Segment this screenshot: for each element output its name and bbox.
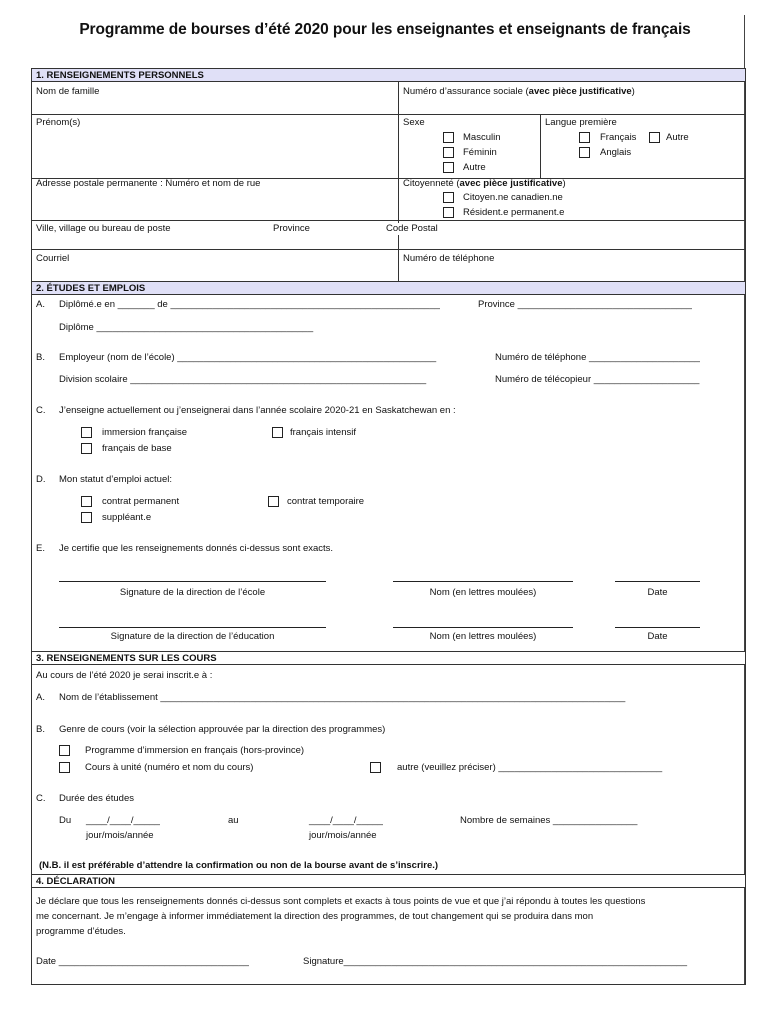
telephone-line[interactable]: Numéro de téléphone _____________________ bbox=[495, 352, 700, 363]
code-postal-field[interactable]: Code Postal bbox=[386, 223, 438, 234]
genre-option-label: Cours à unité (numéro et nom du cours) bbox=[85, 762, 254, 773]
telecopieur-line[interactable]: Numéro de télécopieur ____________________ bbox=[495, 374, 700, 385]
statut-option-label: contrat temporaire bbox=[287, 496, 365, 507]
column-divider bbox=[540, 114, 541, 178]
francais-de-base-checkbox[interactable] bbox=[81, 443, 92, 454]
item-letter: D. bbox=[36, 474, 46, 485]
langue-anglais-checkbox[interactable] bbox=[579, 147, 590, 158]
sexe-feminin-checkbox[interactable] bbox=[443, 147, 454, 158]
declaration-text: programme d’études. bbox=[36, 926, 126, 937]
sexe-label: Sexe bbox=[403, 117, 425, 128]
declaration-date-line[interactable]: Date ____________________________________ bbox=[36, 956, 249, 967]
statut-option-label: contrat permanent bbox=[102, 496, 180, 507]
francais-intensif-checkbox[interactable] bbox=[272, 427, 283, 438]
diplome-line[interactable]: Diplôme _________________________________________ bbox=[59, 322, 314, 333]
nom-caption: Nom (en lettres moulées) bbox=[429, 587, 537, 598]
division-line[interactable]: Division scolaire ________________________________________________________ bbox=[59, 374, 427, 385]
langue-autre-checkbox[interactable] bbox=[649, 132, 660, 143]
langue-option-label: Anglais bbox=[600, 147, 632, 158]
duree-label: Durée des études bbox=[59, 793, 134, 804]
diplome-en-line[interactable]: Diplômé.e en _______ de ___________________________________________________ bbox=[59, 299, 440, 310]
autre-cours-line[interactable]: autre (veuillez préciser) _______________________________ bbox=[397, 762, 663, 773]
contrat-permanent-checkbox[interactable] bbox=[81, 496, 92, 507]
date-education-line[interactable] bbox=[615, 627, 700, 628]
citoyen-checkbox[interactable] bbox=[443, 192, 454, 203]
etablissement-line[interactable]: Nom de l’établissement ________________________________________________________________________________________ bbox=[59, 692, 626, 703]
autre-cours-checkbox[interactable] bbox=[370, 762, 381, 773]
langue-francais-checkbox[interactable] bbox=[579, 132, 590, 143]
section-1-header: 1. RENSEIGNEMENTS PERSONNELS bbox=[32, 68, 745, 82]
application-form bbox=[31, 68, 746, 985]
courriel-field[interactable]: Courriel bbox=[36, 253, 70, 264]
item-letter: B. bbox=[36, 352, 45, 363]
date-debut-line[interactable]: ____/____/_____ bbox=[86, 815, 160, 826]
declaration-text: me concernant. Je m’engage à informer immédiatement la direction des programmes, de tout changement qui se produira dans mon bbox=[36, 911, 594, 922]
province-field[interactable]: Province bbox=[273, 223, 310, 234]
resident-checkbox[interactable] bbox=[443, 207, 454, 218]
prenom-field[interactable]: Prénom(s) bbox=[36, 117, 81, 128]
au-label: au bbox=[228, 815, 239, 826]
telephone-field[interactable]: Numéro de téléphone bbox=[403, 253, 495, 264]
citoyennete-label: Citoyenneté (avec pièce justificative) bbox=[403, 178, 566, 189]
genre-cours-question: Genre de cours (voir la sélection approuvée par la direction des programmes) bbox=[59, 724, 386, 735]
declaration-text: Je déclare que tous les renseignements donnés ci-dessus sont complets et exacts à tous points de vue et que j’ai répondu à toutes les questions bbox=[36, 896, 646, 907]
section-3-header: 3. RENSEIGNEMENTS SUR LES COURS bbox=[32, 651, 745, 665]
ville-field[interactable]: Ville, village ou bureau de poste bbox=[36, 223, 171, 234]
programme-option-label: français intensif bbox=[290, 427, 357, 438]
contrat-temporaire-checkbox[interactable] bbox=[268, 496, 279, 507]
sexe-masculin-checkbox[interactable] bbox=[443, 132, 454, 143]
langue-option-label: Autre bbox=[666, 132, 689, 143]
genre-option-label: Programme d’immersion en français (hors-province) bbox=[85, 745, 305, 756]
column-divider bbox=[398, 82, 399, 281]
du-label: Du bbox=[59, 815, 72, 826]
sexe-option-label: Féminin bbox=[463, 147, 497, 158]
section-2-header: 2. ÉTUDES ET EMPLOIS bbox=[32, 281, 745, 295]
nom-ecole-line[interactable] bbox=[393, 581, 573, 582]
adresse-field[interactable]: Adresse postale permanente : Numéro et nom de rue bbox=[36, 178, 261, 189]
nas-field[interactable]: Numéro d’assurance sociale (avec pièce justificative) bbox=[403, 86, 635, 97]
immersion-hors-province-checkbox[interactable] bbox=[59, 745, 70, 756]
item-letter: E. bbox=[36, 543, 45, 554]
suppleant-checkbox[interactable] bbox=[81, 512, 92, 523]
item-letter: B. bbox=[36, 724, 45, 735]
langue-option-label: Français bbox=[600, 132, 637, 143]
sexe-autre-checkbox[interactable] bbox=[443, 162, 454, 173]
nom-de-famille-field[interactable]: Nom de famille bbox=[36, 86, 100, 97]
employeur-line[interactable]: Employeur (nom de l’école) _________________________________________________ bbox=[59, 352, 437, 363]
item-letter: C. bbox=[36, 405, 46, 416]
langue-label: Langue première bbox=[545, 117, 617, 128]
section-4-header: 4. DÉCLARATION bbox=[32, 874, 745, 888]
enseigne-question: J’enseigne actuellement ou j’enseignerai dans l’année scolaire 2020-21 en Saskatchewan en : bbox=[59, 405, 456, 416]
programme-option-label: français de base bbox=[102, 443, 172, 454]
item-letter: C. bbox=[36, 793, 46, 804]
signature-caption: Signature de la direction de l’éducation bbox=[110, 631, 275, 642]
date-caption: Date bbox=[647, 631, 668, 642]
immersion-checkbox[interactable] bbox=[81, 427, 92, 438]
item-letter: A. bbox=[36, 692, 45, 703]
declaration-signature-line[interactable]: Signature_________________________________________________________________ bbox=[303, 956, 688, 967]
nom-education-line[interactable] bbox=[393, 627, 573, 628]
sexe-option-label: Autre bbox=[463, 162, 486, 173]
signature-education-line[interactable] bbox=[59, 627, 326, 628]
signature-caption: Signature de la direction de l’école bbox=[119, 587, 266, 598]
cours-intro: Au cours de l’été 2020 je serai inscrit.e à : bbox=[36, 670, 213, 681]
statut-question: Mon statut d’emploi actuel: bbox=[59, 474, 173, 485]
sexe-option-label: Masculin bbox=[463, 132, 501, 143]
signature-ecole-line[interactable] bbox=[59, 581, 326, 582]
item-letter: A. bbox=[36, 299, 45, 310]
citoyennete-option-label: Résident.e permanent.e bbox=[463, 207, 565, 218]
programme-option-label: immersion française bbox=[102, 427, 187, 438]
nb-note: (N.B. il est préférable d’attendre la confirmation ou non de la bourse avant de s’inscrire.) bbox=[39, 860, 439, 871]
cours-unite-checkbox[interactable] bbox=[59, 762, 70, 773]
statut-option-label: suppléant.e bbox=[102, 512, 152, 523]
date-ecole-line[interactable] bbox=[615, 581, 700, 582]
date-format-caption: jour/mois/année bbox=[309, 830, 377, 841]
nom-caption: Nom (en lettres moulées) bbox=[429, 631, 537, 642]
province-line[interactable]: Province _________________________________ bbox=[478, 299, 692, 310]
citoyennete-option-label: Citoyen.ne canadien.ne bbox=[463, 192, 563, 203]
form-title: Programme de bourses d’été 2020 pour les enseignantes et enseignants de français bbox=[79, 21, 691, 38]
date-format-caption: jour/mois/année bbox=[86, 830, 154, 841]
certification-statement: Je certifie que les renseignements donnés ci-dessus sont exacts. bbox=[59, 543, 334, 554]
date-caption: Date bbox=[647, 587, 668, 598]
date-fin-line[interactable]: ____/____/_____ bbox=[309, 815, 383, 826]
nombre-semaines-line[interactable]: Nombre de semaines ________________ bbox=[460, 815, 638, 826]
